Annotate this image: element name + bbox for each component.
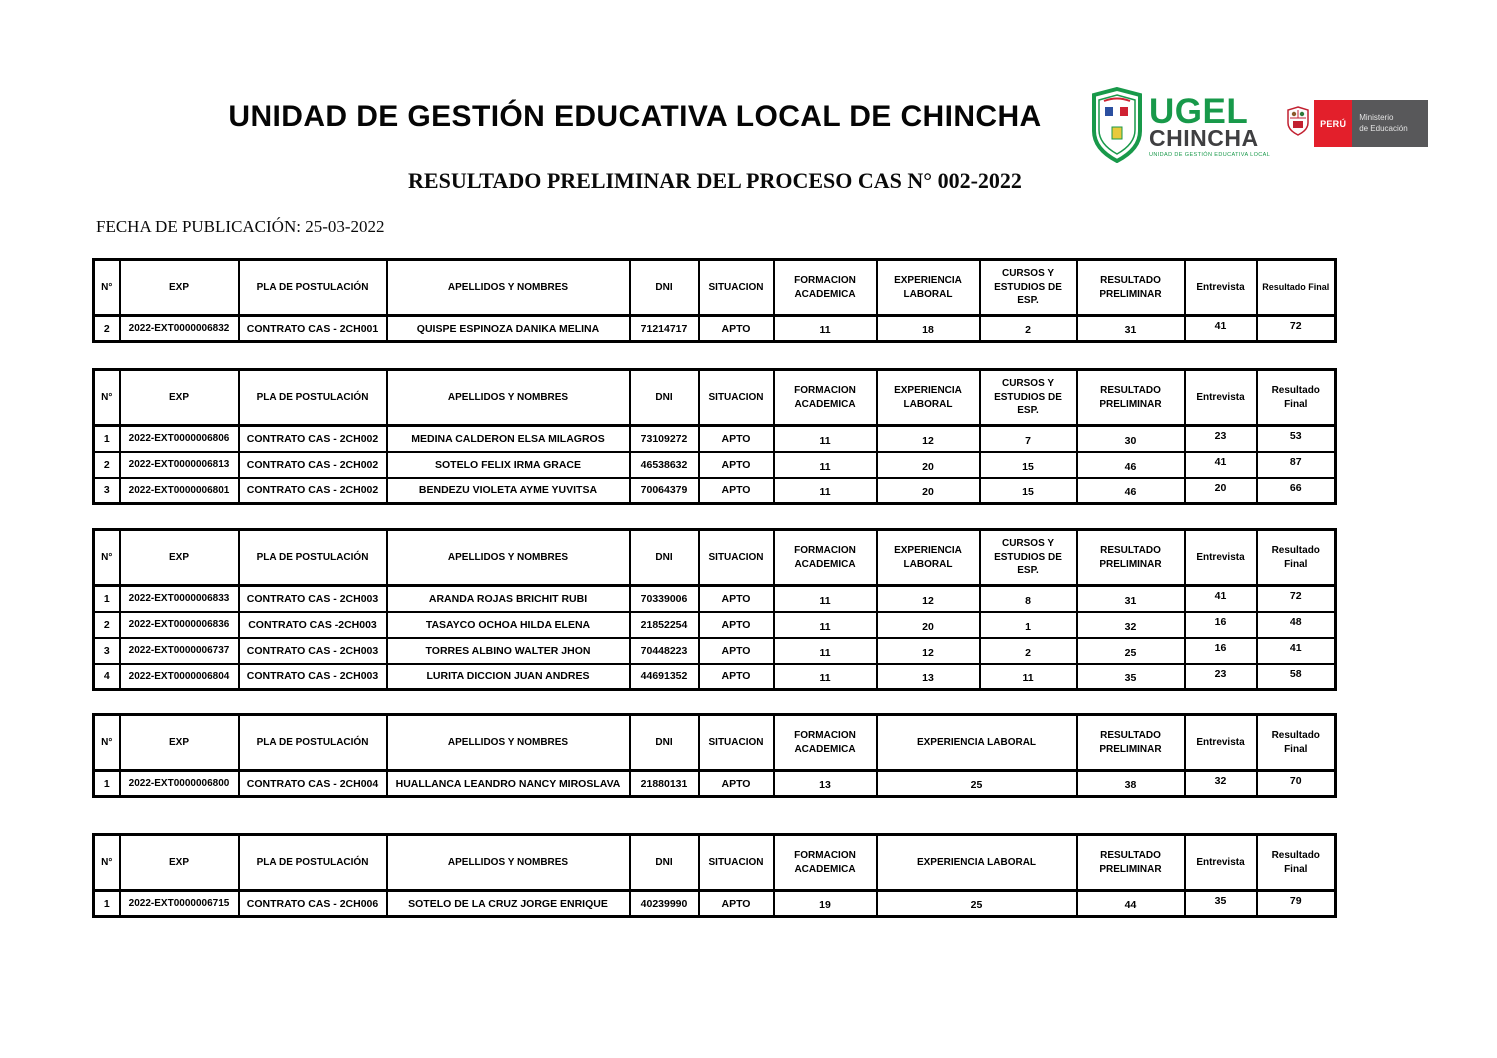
cell-exp: 2022-EXT0000006813	[120, 452, 239, 478]
column-header-dni: DNI	[630, 835, 699, 891]
table-row	[94, 452, 1336, 478]
cell-plaza: CONTRATO CAS - 2CH001	[239, 316, 387, 342]
cell-plaza: CONTRATO CAS - 2CH004	[239, 771, 387, 797]
cell-formacion: 19	[774, 891, 877, 917]
cell-exp: 2022-EXT0000006800	[120, 771, 239, 797]
cell-cursos: 15	[980, 478, 1077, 504]
cell-final: 48	[1257, 612, 1336, 638]
column-header-dni: DNI	[630, 370, 699, 426]
cell-situacion: APTO	[699, 771, 774, 797]
header-row	[94, 835, 1336, 891]
column-header-situacion: SITUACION	[699, 715, 774, 771]
column-header-formacion: FORMACION ACADEMICA	[774, 530, 877, 586]
cell-nombres: QUISPE ESPINOZA DANIKA MELINA	[387, 316, 630, 342]
cell-nombres: SOTELO DE LA CRUZ JORGE ENRIQUE	[387, 891, 630, 917]
minedu-ministry-badge	[1352, 100, 1428, 147]
column-header-nombres: APELLIDOS Y NOMBRES	[387, 370, 630, 426]
results-table-4	[92, 713, 1337, 798]
column-header-experiencia: EXPERIENCIA LABORAL	[877, 530, 980, 586]
column-header-formacion: FORMACION ACADEMICA	[774, 260, 877, 316]
cell-final: 72	[1257, 586, 1336, 612]
cell-entrevista: 41	[1185, 586, 1257, 612]
results-table-5	[92, 833, 1337, 918]
column-header-nombres: APELLIDOS Y NOMBRES	[387, 835, 630, 891]
cell-formacion: 11	[774, 478, 877, 504]
cell-dni: 70448223	[630, 638, 699, 664]
cell-cursos: 7	[980, 426, 1077, 452]
column-header-entrevista: Entrevista	[1185, 530, 1257, 586]
column-header-cursos: CURSOS Y ESTUDIOS DE ESP.	[980, 260, 1077, 316]
column-header-plaza: PLA DE POSTULACIÓN	[239, 835, 387, 891]
cell-situacion: APTO	[699, 586, 774, 612]
cell-preliminar: 44	[1077, 891, 1185, 917]
ugel-logo-city: CHINCHA	[1149, 125, 1259, 152]
cell-exp: 2022-EXT0000006715	[120, 891, 239, 917]
cell-entrevista: 16	[1185, 638, 1257, 664]
cell-nombres: SOTELO FELIX IRMA GRACE	[387, 452, 630, 478]
cell-dni: 46538632	[630, 452, 699, 478]
minedu-country-badge: PERÚ	[1314, 100, 1352, 147]
cell-entrevista: 23	[1185, 664, 1257, 690]
cell-num: 3	[94, 638, 120, 664]
cell-experiencia: 13	[877, 664, 980, 690]
cell-cursos: 15	[980, 452, 1077, 478]
column-header-final: Resultado Final	[1257, 370, 1336, 426]
table-row	[94, 316, 1336, 342]
table-row	[94, 891, 1336, 917]
cell-entrevista: 23	[1185, 426, 1257, 452]
cell-formacion: 11	[774, 426, 877, 452]
table-row	[94, 638, 1336, 664]
cell-experiencia: 12	[877, 586, 980, 612]
cell-num: 2	[94, 612, 120, 638]
column-header-dni: DNI	[630, 715, 699, 771]
cell-exp: 2022-EXT0000006833	[120, 586, 239, 612]
cell-formacion: 11	[774, 638, 877, 664]
cell-preliminar: 46	[1077, 452, 1185, 478]
column-header-plaza: PLA DE POSTULACIÓN	[239, 370, 387, 426]
ugel-logo-tagline: UNIDAD DE GESTIÓN EDUCATIVA LOCAL	[1149, 152, 1271, 159]
column-header-exp: EXP	[120, 260, 239, 316]
column-header-exp: EXP	[120, 370, 239, 426]
column-header-num: N°	[94, 715, 120, 771]
table-row	[94, 478, 1336, 504]
cell-nombres: HUALLANCA LEANDRO NANCY MIROSLAVA	[387, 771, 630, 797]
cell-experiencia: 18	[877, 316, 980, 342]
cell-preliminar: 30	[1077, 426, 1185, 452]
cell-num: 2	[94, 452, 120, 478]
cell-situacion: APTO	[699, 638, 774, 664]
cell-nombres: BENDEZU VIOLETA AYME YUVITSA	[387, 478, 630, 504]
cell-preliminar: 25	[1077, 638, 1185, 664]
cell-preliminar: 32	[1077, 612, 1185, 638]
column-header-experiencia: EXPERIENCIA LABORAL	[877, 370, 980, 426]
cell-dni: 71214717	[630, 316, 699, 342]
column-header-situacion: SITUACION	[699, 530, 774, 586]
column-header-plaza: PLA DE POSTULACIÓN	[239, 260, 387, 316]
results-table-1	[92, 258, 1337, 343]
cell-entrevista: 41	[1185, 316, 1257, 342]
cell-exp: 2022-EXT0000006804	[120, 664, 239, 690]
cell-entrevista: 16	[1185, 612, 1257, 638]
cell-cursos: 11	[980, 664, 1077, 690]
cell-preliminar: 38	[1077, 771, 1185, 797]
column-header-entrevista: Entrevista	[1185, 835, 1257, 891]
column-header-preliminar: RESULTADO PRELIMINAR	[1077, 370, 1185, 426]
table-row	[94, 586, 1336, 612]
cell-nombres: MEDINA CALDERON ELSA MILAGROS	[387, 426, 630, 452]
column-header-final: Resultado Final	[1257, 530, 1336, 586]
cell-dni: 73109272	[630, 426, 699, 452]
column-header-exp: EXP	[120, 715, 239, 771]
cell-exp: 2022-EXT0000006801	[120, 478, 239, 504]
cell-plaza: CONTRATO CAS - 2CH002	[239, 478, 387, 504]
cell-dni: 70339006	[630, 586, 699, 612]
column-header-situacion: SITUACION	[699, 370, 774, 426]
cell-final: 41	[1257, 638, 1336, 664]
cell-dni: 21880131	[630, 771, 699, 797]
column-header-final: Resultado Final	[1257, 715, 1336, 771]
cell-exp: 2022-EXT0000006806	[120, 426, 239, 452]
cell-plaza: CONTRATO CAS - 2CH003	[239, 664, 387, 690]
table-row	[94, 664, 1336, 690]
header-row	[94, 715, 1336, 771]
cell-nombres: ARANDA ROJAS BRICHIT RUBI	[387, 586, 630, 612]
cell-formacion: 11	[774, 316, 877, 342]
column-header-exp: EXP	[120, 835, 239, 891]
cell-formacion: 11	[774, 664, 877, 690]
cell-plaza: CONTRATO CAS - 2CH002	[239, 452, 387, 478]
cell-preliminar: 35	[1077, 664, 1185, 690]
cell-entrevista: 41	[1185, 452, 1257, 478]
column-header-nombres: APELLIDOS Y NOMBRES	[387, 530, 630, 586]
cell-dni: 70064379	[630, 478, 699, 504]
cell-nombres: TASAYCO OCHOA HILDA ELENA	[387, 612, 630, 638]
cell-exp: 2022-EXT0000006832	[120, 316, 239, 342]
column-header-entrevista: Entrevista	[1185, 370, 1257, 426]
column-header-final: Resultado Final	[1257, 835, 1336, 891]
column-header-formacion: FORMACION ACADEMICA	[774, 835, 877, 891]
cell-situacion: APTO	[699, 316, 774, 342]
document-subtitle: RESULTADO PRELIMINAR DEL PROCESO CAS N° 002-2022	[408, 168, 1022, 193]
column-header-dni: DNI	[630, 260, 699, 316]
cell-num: 2	[94, 316, 120, 342]
cell-exp: 2022-EXT0000006836	[120, 612, 239, 638]
column-header-experiencia: EXPERIENCIA LABORAL	[877, 715, 1077, 771]
cell-cursos: 1	[980, 612, 1077, 638]
cell-num: 1	[94, 426, 120, 452]
header-row	[94, 370, 1336, 426]
cell-experiencia: 20	[877, 478, 980, 504]
cell-num: 1	[94, 586, 120, 612]
cell-cursos: 2	[980, 638, 1077, 664]
column-header-num: N°	[94, 260, 120, 316]
column-header-exp: EXP	[120, 530, 239, 586]
column-header-formacion: FORMACION ACADEMICA	[774, 715, 877, 771]
column-header-entrevista: Entrevista	[1185, 260, 1257, 316]
cell-situacion: APTO	[699, 452, 774, 478]
results-table-3	[92, 528, 1337, 691]
cell-formacion: 11	[774, 586, 877, 612]
cell-num: 4	[94, 664, 120, 690]
cell-preliminar: 31	[1077, 586, 1185, 612]
column-header-dni: DNI	[630, 530, 699, 586]
cell-plaza: CONTRATO CAS - 2CH002	[239, 426, 387, 452]
column-header-num: N°	[94, 370, 120, 426]
cell-plaza: CONTRATO CAS - 2CH003	[239, 638, 387, 664]
cell-dni: 40239990	[630, 891, 699, 917]
column-header-situacion: SITUACION	[699, 260, 774, 316]
cell-preliminar: 46	[1077, 478, 1185, 504]
cell-dni: 44691352	[630, 664, 699, 690]
cell-entrevista: 20	[1185, 478, 1257, 504]
page-title: UNIDAD DE GESTIÓN EDUCATIVA LOCAL DE CHINCHA	[228, 100, 1042, 133]
column-header-plaza: PLA DE POSTULACIÓN	[239, 530, 387, 586]
column-header-formacion: FORMACION ACADEMICA	[774, 370, 877, 426]
tables-area	[92, 0, 1334, 1058]
cell-experiencia: 12	[877, 638, 980, 664]
publication-date: FECHA DE PUBLICACIÓN: 25-03-2022	[96, 217, 385, 236]
header-row	[94, 530, 1336, 586]
cell-situacion: APTO	[699, 891, 774, 917]
column-header-experiencia: EXPERIENCIA LABORAL	[877, 260, 980, 316]
column-header-preliminar: RESULTADO PRELIMINAR	[1077, 260, 1185, 316]
cell-situacion: APTO	[699, 478, 774, 504]
cell-plaza: CONTRATO CAS -2CH003	[239, 612, 387, 638]
cell-num: 1	[94, 891, 120, 917]
cell-final: 58	[1257, 664, 1336, 690]
header-row	[94, 260, 1336, 316]
cell-plaza: CONTRATO CAS - 2CH003	[239, 586, 387, 612]
cell-final: 87	[1257, 452, 1336, 478]
column-header-nombres: APELLIDOS Y NOMBRES	[387, 715, 630, 771]
column-header-num: N°	[94, 530, 120, 586]
cell-formacion: 11	[774, 452, 877, 478]
cell-preliminar: 31	[1077, 316, 1185, 342]
column-header-num: N°	[94, 835, 120, 891]
cell-nombres: TORRES ALBINO WALTER JHON	[387, 638, 630, 664]
column-header-plaza: PLA DE POSTULACIÓN	[239, 715, 387, 771]
table-row	[94, 771, 1336, 797]
minedu-ministry-line2: de Educación	[1359, 123, 1408, 133]
cell-num: 3	[94, 478, 120, 504]
column-header-nombres: APELLIDOS Y NOMBRES	[387, 260, 630, 316]
column-header-cursos: CURSOS Y ESTUDIOS DE ESP.	[980, 530, 1077, 586]
column-header-entrevista: Entrevista	[1185, 715, 1257, 771]
column-header-preliminar: RESULTADO PRELIMINAR	[1077, 715, 1185, 771]
cell-situacion: APTO	[699, 612, 774, 638]
table-row	[94, 612, 1336, 638]
cell-final: 79	[1257, 891, 1336, 917]
cell-experiencia: 12	[877, 426, 980, 452]
cell-experiencia: 20	[877, 612, 980, 638]
cell-entrevista: 35	[1185, 891, 1257, 917]
cell-formacion: 11	[774, 612, 877, 638]
cell-cursos: 8	[980, 586, 1077, 612]
column-header-experiencia: EXPERIENCIA LABORAL	[877, 835, 1077, 891]
cell-num: 1	[94, 771, 120, 797]
cell-nombres: LURITA DICCION JUAN ANDRES	[387, 664, 630, 690]
cell-experiencia: 25	[877, 891, 1077, 917]
column-header-preliminar: RESULTADO PRELIMINAR	[1077, 835, 1185, 891]
table-row	[94, 426, 1336, 452]
ugel-logo-name: UGEL	[1149, 91, 1249, 131]
results-table-2	[92, 368, 1337, 505]
cell-situacion: APTO	[699, 426, 774, 452]
column-header-preliminar: RESULTADO PRELIMINAR	[1077, 530, 1185, 586]
cell-exp: 2022-EXT0000006737	[120, 638, 239, 664]
cell-cursos: 2	[980, 316, 1077, 342]
column-header-cursos: CURSOS Y ESTUDIOS DE ESP.	[980, 370, 1077, 426]
cell-experiencia: 25	[877, 771, 1077, 797]
cell-final: 66	[1257, 478, 1336, 504]
cell-final: 70	[1257, 771, 1336, 797]
column-header-final: Resultado Final	[1257, 260, 1336, 316]
cell-situacion: APTO	[699, 664, 774, 690]
cell-formacion: 13	[774, 771, 877, 797]
cell-entrevista: 32	[1185, 771, 1257, 797]
cell-final: 72	[1257, 316, 1336, 342]
cell-experiencia: 20	[877, 452, 980, 478]
cell-plaza: CONTRATO CAS - 2CH006	[239, 891, 387, 917]
cell-final: 53	[1257, 426, 1336, 452]
minedu-ministry-line1: Ministerio	[1359, 113, 1394, 123]
column-header-situacion: SITUACION	[699, 835, 774, 891]
cell-dni: 21852254	[630, 612, 699, 638]
